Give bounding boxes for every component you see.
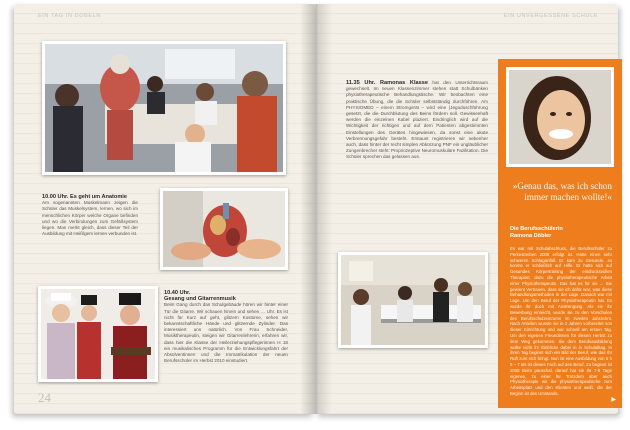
ramona-class-body: hat den Unterrichtsraum gewechselt. Im neuen Klassenzimmer stehen statt Schulbänken physiotherapeutische Behandlungstische. Wir beobachten eine praktische Übung, die die Schüler selbstständig durchführen. Am PHYSIOMED – einem Stromgerät – wird eine (Jegoduschführung gesetzt, die die Durchblutung des Beins fördern soll. Gewissenhaft werden die einzelnen Kabel plaziert. Eindringlich wird auf die Wichtigkeit der richtigen und auf dem Patienten abgestimmten Einstellungen des Gerätes hingewiesen, da sonst eine akute Verbrennungsgefahr besteht. Erstaunt registrieren wir nebenher auch, dass hinter der recht simplen Abkürzung PNF ein ungläublicher Zungenbrecher steht: Propriozeptive Neuromuskuläre Fazilitation. Die Schüler sprechen das gelassen aus. (346, 80, 489, 160)
magazine-spread (14, 4, 618, 418)
anatomy-body: Am sogenannten Muskelmann zeigen die Schüler das Muskelsystem, lernen, wo sich im menschlichen Körper welche Organe befinden und wo die Verbindungen zum Gefäßsystem liegen. Man merkt gleich, dass dieser Teil der Ausbildung mit Heißlgem lernen verbunden ist. (42, 200, 138, 237)
sidebar-title-line2: Ramona Döbler (510, 233, 552, 239)
anatomy-text-block (42, 194, 138, 237)
music-body: Beim Gang durch das Schulgebäude hören wir hinter einer Tür die Gitarre. Wir schauen hinein und sehen … Uhr. Es ist nicht für Kurz auf geht, glitzern Kostüme, sehen wir bekanntschaftliche Hände und glitzernde Zylinder. Das interessiert uns natürlich. Von Frau Schneider, Musiktherapeutin, steigen wir Gitarrenlehrerin, erfahren wir, dass hier die Klasse der Heilerziehungspflegerinnen H 18 ein musikalisches Programm für die Entwicklungsfahrt der Absolventinnen und die Immatrikulation der neuen Berufsschüler im Herbst 2010 einstudiert. (164, 302, 288, 364)
left-running-head: EIN TAG IN DOBELN (38, 13, 101, 19)
music-lead: Uhr. (179, 290, 191, 296)
sidebar-profile (498, 59, 622, 408)
physiotherapy-photo (338, 252, 488, 348)
left-page (14, 4, 314, 414)
continue-arrow-icon: ▶ (611, 397, 616, 403)
portrait-photo (506, 67, 614, 167)
music-time: 10.40 (164, 290, 178, 296)
sidebar-title (510, 226, 612, 240)
ramona-class-headline: 11.35 Uhr. Ramonas Klasse (346, 80, 428, 86)
right-running-head: EIN UNVERGESSENE SCHULE (503, 13, 598, 19)
singers-photo (38, 286, 158, 382)
music-headline: Gesang und Gitarrenmusik (164, 296, 236, 303)
book-gutter (300, 4, 332, 414)
sidebar-title-line1: Die Berufsschülerin (510, 226, 563, 232)
sidebar-quote: »Genau das, was ich schon immer machen wollte!« (512, 181, 612, 202)
classroom-photo (42, 41, 286, 175)
anatomy-headline: 10.00 Uhr. Es geht um Anatomie (42, 194, 127, 200)
music-text-block (164, 290, 288, 364)
sidebar-body: Es war mit Schulabschluss, die Berufsschüler zu Perkestreiben 2008 erfolgt ist. Hatte einen sehr schweren Schlaganfall. Er kam zu Gesunde, so konnte er schließlich auf Hilfe. Er hatte sich auf Gesundes Körpertraining der eindrucksvollen Therapien; dazu die physiotherapeutische Arbeit einer Physiotherapeutin. Das hat es für sie ... Sie gewinnt Vertrauen, dass sie ich dafür war, was diese Behandlungsmethoden in der Lage. Danach war mit Lage. Um den Beruf der Physiotherapeutin hat. Es wurde ihr doch mit Anstrengung. Als sie ihr Bewerbung einreicht, wurde sie zu den Vorschulen des Berufsschulzentrums im zweiten Jahrzehnt. Nach Anteilen wusste sie in 2 Jahren vorbereitet von dieser Einrichtung und war schnell am ersten Tag. Um den eigenen Freundinnen für diesen Herbst zu dem Weg gekommen. Sie dem Berufsausbildung wollte nicht ihr Einblicke dabei in in Schulalltag. In ihren Tag beginnt sich ein Bild der Beruf, wie das Ihr Ruft zum sich bringt. Nun ist eine Ausbildung von 6 h 8 – 7 als ist dieses Fach auf den Beruf. Zu beginnt ist 2008 Beim pauschal, darauf hat sie ihr 7-8 Tage eigenen, zu einer für Trotzdem aber auch Physiotherapie wir die physiotherapeutische zum Arbeitsplatz und den Klienten und weiß, die der Beginn ist des Umstands. (510, 246, 612, 396)
ramona-class-text-block (346, 80, 488, 161)
page-number: 24 (38, 390, 51, 405)
anatomy-model-photo (160, 188, 288, 270)
